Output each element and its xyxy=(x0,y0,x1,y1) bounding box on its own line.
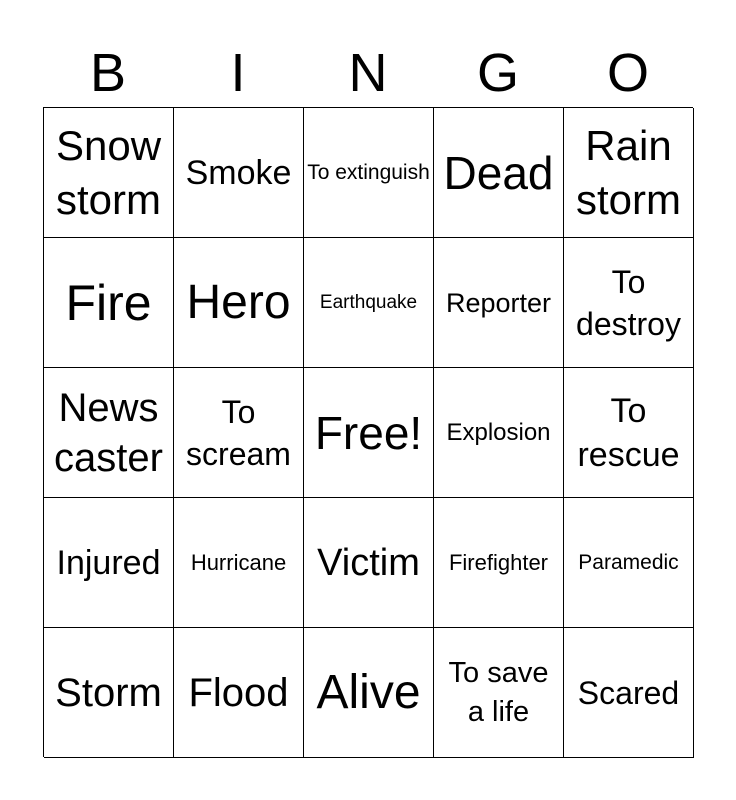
cell-label: Explosion xyxy=(446,418,551,446)
bingo-cell-4-4[interactable] xyxy=(564,628,694,758)
bingo-cell-1-2[interactable] xyxy=(304,238,434,368)
cell-label: Reporter xyxy=(445,287,552,318)
cell-label: To rescue xyxy=(577,391,680,474)
bingo-cell-1-1[interactable] xyxy=(174,238,304,368)
bingo-cell-4-0[interactable] xyxy=(44,628,174,758)
cell-label: Snow storm xyxy=(55,121,162,223)
cell-label: Storm xyxy=(55,670,162,715)
cell-label: Victim xyxy=(317,541,420,584)
cell-label: Rain storm xyxy=(576,121,681,223)
bingo-board xyxy=(43,107,693,757)
cell-label: News caster xyxy=(54,385,163,480)
bingo-cell-3-2[interactable] xyxy=(304,498,434,628)
bingo-header xyxy=(43,40,693,106)
cell-label: To save a life xyxy=(448,656,549,728)
bingo-cell-2-4[interactable] xyxy=(564,368,694,498)
bingo-cell-0-1[interactable] xyxy=(174,108,304,238)
bingo-cell-2-3[interactable] xyxy=(434,368,564,498)
bingo-cell-4-1[interactable] xyxy=(174,628,304,758)
cell-label: Flood xyxy=(188,670,289,715)
bingo-cell-3-4[interactable] xyxy=(564,498,694,628)
header-letter-b: B xyxy=(89,43,127,103)
bingo-cell-2-1[interactable] xyxy=(174,368,304,498)
cell-label: Hero xyxy=(186,275,291,329)
cell-label: To scream xyxy=(186,393,291,472)
cell-label: Alive xyxy=(316,665,421,719)
bingo-cell-4-3[interactable] xyxy=(434,628,564,758)
cell-label: Fire xyxy=(65,274,152,331)
bingo-cell-3-3[interactable] xyxy=(434,498,564,628)
bingo-cell-0-3[interactable] xyxy=(434,108,564,238)
cell-label: To destroy xyxy=(576,263,681,342)
cell-label: Earthquake xyxy=(319,291,418,313)
bingo-cell-0-0[interactable] xyxy=(44,108,174,238)
cell-label: Injured xyxy=(56,543,161,582)
bingo-cell-1-4[interactable] xyxy=(564,238,694,368)
cell-label: Firefighter xyxy=(448,549,549,575)
bingo-cell-4-2[interactable] xyxy=(304,628,434,758)
header-letter-i: I xyxy=(230,43,246,103)
cell-label: Dead xyxy=(443,146,554,199)
bingo-cell-0-4[interactable] xyxy=(564,108,694,238)
bingo-cell-2-0[interactable] xyxy=(44,368,174,498)
cell-label: To extinguish xyxy=(307,161,430,184)
cell-label: Paramedic xyxy=(578,550,679,574)
bingo-cell-1-3[interactable] xyxy=(434,238,564,368)
bingo-cell-0-2[interactable] xyxy=(304,108,434,238)
cell-label: Smoke xyxy=(185,153,292,192)
cell-label: Hurricane xyxy=(190,549,287,575)
bingo-cell-3-0[interactable] xyxy=(44,498,174,628)
cell-label: Free! xyxy=(314,406,423,459)
bingo-cell-1-0[interactable] xyxy=(44,238,174,368)
header-letter-o: O xyxy=(606,43,649,103)
header-letter-g: G xyxy=(476,43,519,103)
cell-label: Scared xyxy=(577,674,680,711)
bingo-cell-3-1[interactable] xyxy=(174,498,304,628)
header-letter-n: N xyxy=(348,43,388,103)
bingo-cell-2-2[interactable] xyxy=(304,368,434,498)
